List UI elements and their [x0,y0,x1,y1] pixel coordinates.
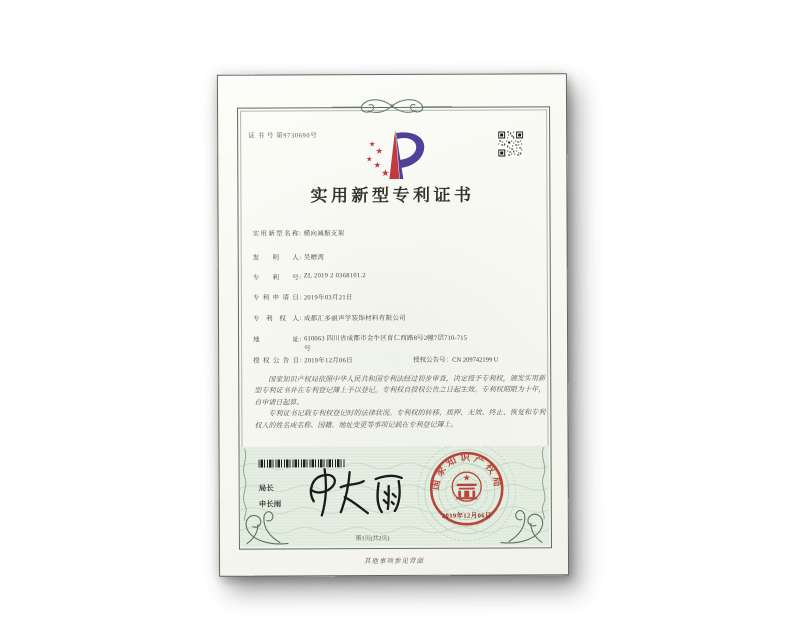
field-value: 2019年03月21日 [303,294,353,302]
field-colon: ： [298,294,306,302]
field-value [304,333,530,354]
field-colon: ： [299,336,306,344]
seal-agency-text: 国家知识产权局 [430,452,504,491]
field-row-inventor [253,252,324,261]
commissioner-signature [298,465,408,519]
back-note: 其他事项参见背面 [364,557,425,566]
field-row-grant [253,355,499,365]
legal-text-block [254,373,545,431]
address-line-2: 号 [304,345,311,353]
field-colon: ： [445,356,453,364]
field-colon: ： [298,254,306,262]
field-row-name [253,228,345,237]
field-value: ZL 2019 2 0368101.2 [303,272,366,280]
field-label: 专利号 [252,274,299,282]
seal-date: 2019年12月06日 [441,512,492,520]
field-colon: ： [298,315,306,323]
certificate-number: 证 书 号 第9730690号 [248,132,318,140]
field-label: 专利申请日 [252,294,299,302]
qr-code [498,131,523,156]
field-label: 发明人 [252,254,299,262]
grant-date: 2019年12月06日 [304,357,353,365]
commissioner-title: 局长 [258,483,274,493]
field-row-patentee [253,313,406,323]
field-label: 授权公告号 [413,356,446,364]
field-value: 吴赠湾 [303,254,325,262]
field-row-filing-date [253,292,353,301]
national-emblem [452,472,481,501]
address-line-1: 610063 四川省成都市金牛区育仁西路8号2幢7层710-715 [304,334,468,343]
legal-text-paragraph-1: 国家知识产权局依照中华人民共和国专利法经过初步审查，决定授予专利权，颁发实用新型专利证书并在专利登记簿上予以登记。专利权自授权公告之日起生效。专利权期限为十年，自申请日起算。 [254,374,546,407]
field-row-patent-number [253,272,366,281]
field-row-address [253,333,530,354]
legal-text-paragraph-2: 专利证书记载专利权登记时的法律状况。专利权的转移、质押、无效、终止、恢复和专利权人的姓名或名称、国籍、地址变更等事项记载在专利登记簿上。 [254,408,546,430]
field-value: 横向减振支架 [303,230,345,238]
grant-number: CN 209742199 U [452,356,499,364]
certificate-title: 实用新型专利证书 [310,185,475,206]
commissioner-name: 申长雨 [258,499,282,509]
cnipa-logo [362,127,428,183]
field-value: 成都汇多丽声学装饰材料有限公司 [303,314,406,323]
certificate-page [217,73,569,577]
page-number: 第1页(共2页) [355,536,390,543]
field-label: 实用新型名称 [252,230,299,238]
field-colon: ： [298,230,306,238]
field-colon: ： [298,274,306,282]
field-label: 专利权人 [252,315,299,323]
border-ornament-top [332,97,452,118]
field-label: 授权公告日 [253,357,300,365]
field-label: 地址 [253,336,300,344]
grant-number-group [413,355,498,364]
field-colon: ： [299,357,306,365]
